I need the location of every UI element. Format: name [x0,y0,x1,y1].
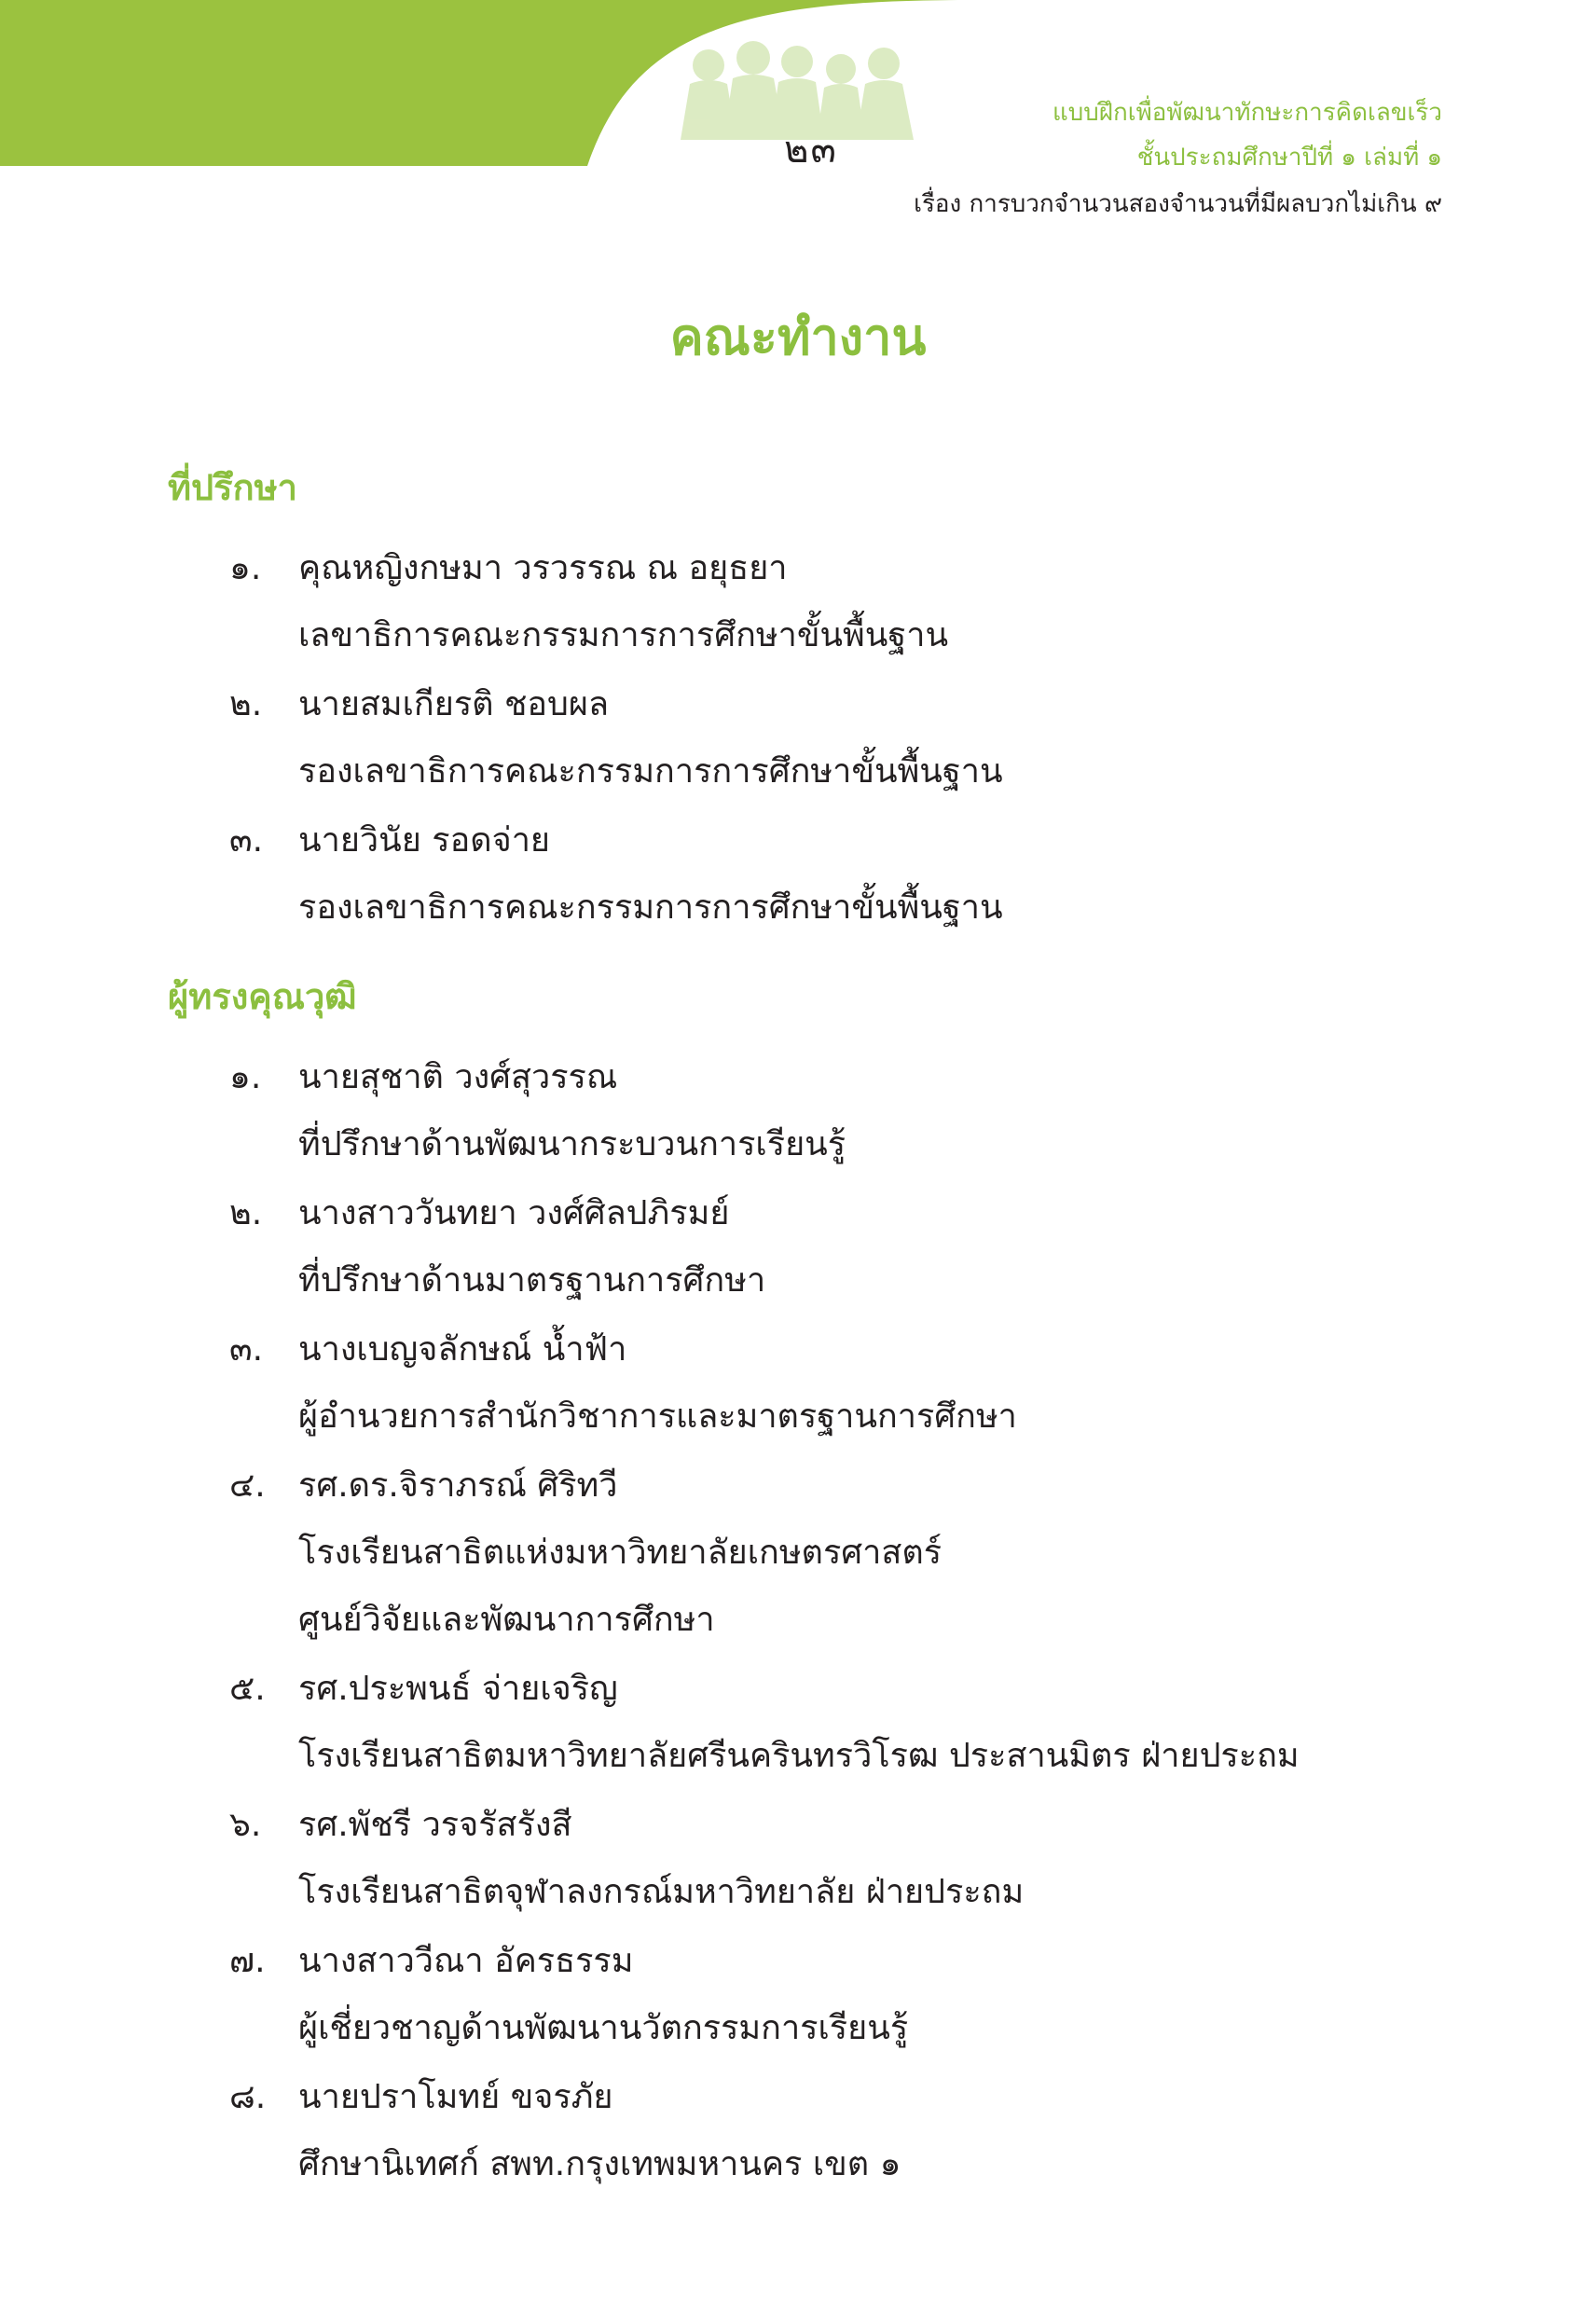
member-position: ที่ปรึกษาด้านพัฒนากระบวนการเรียนรู้ [298,1125,846,1163]
item-number: ๕. [229,1670,266,1708]
item-number: ๘. [229,2078,267,2116]
page-number: ๒๓ [784,129,838,172]
member-position: รองเลขาธิการคณะกรรมการการศึกษาขั้นพื้นฐาน [298,752,1003,791]
member-position: เลขาธิการคณะกรรมการการศึกษาขั้นพื้นฐาน [298,616,949,654]
book-title: แบบฝึกเพื่อพัฒนาทักษะการคิดเลขเร็ว [1053,99,1442,127]
item-number: ๖. [229,1806,262,1844]
item-number: ๗. [229,1942,266,1980]
item-number: ๓. [229,821,264,860]
member-position: รองเลขาธิการคณะกรรมการการศึกษาขั้นพื้นฐาน [298,888,1003,927]
book-level: ชั้นประถมศึกษาปีที่ ๑ เล่มที่ ๑ [1136,144,1442,172]
member-name: นายสมเกียรติ ชอบผล [298,685,610,723]
member-name: นางเบญจลักษณ์ น้ำฟ้า [298,1330,627,1369]
item-number: ๔. [229,1466,266,1505]
section-heading-advisors: ที่ปรึกษา [168,467,297,508]
member-position: โรงเรียนสาธิตมหาวิทยาลัยศรีนครินทรวิโรฒ ประสานมิตร ฝ่ายประถม [298,1737,1300,1775]
member-position: ศูนย์วิจัยและพัฒนาการศึกษา [298,1601,715,1639]
member-name: นางสาววีณา อัครธรรม [298,1942,634,1980]
member-position: โรงเรียนสาธิตจุฬาลงกรณ์มหาวิทยาลัย ฝ่ายประถม [298,1873,1025,1911]
item-number: ๒. [229,685,263,723]
member-position: ศึกษานิเทศก์ สพท.กรุงเทพมหานคร เขต ๑ [298,2145,901,2183]
member-position: ที่ปรึกษาด้านมาตรฐานการศึกษา [298,1261,766,1300]
member-position: ผู้เชี่ยวชาญด้านพัฒนานวัตกรรมการเรียนรู้ [298,2009,909,2047]
item-number: ๓. [229,1330,264,1369]
section-heading-experts: ผู้ทรงคุณวุฒิ [168,976,357,1017]
member-name: รศ.ประพนธ์ จ่ายเจริญ [298,1670,618,1708]
member-name: นายวินัย รอดจ่าย [298,821,551,860]
member-name: รศ.พัชรี วรจรัสรังสี [298,1806,572,1844]
member-position: ผู้อำนวยการสำนักวิชาการและมาตรฐานการศึกษา [298,1397,1017,1436]
item-number: ๒. [229,1194,263,1232]
member-position: โรงเรียนสาธิตแห่งมหาวิทยาลัยเกษตรศาสตร์ [298,1534,942,1572]
member-name: นายสุชาติ วงศ์สุวรรณ [298,1058,618,1096]
member-name: นางสาววันทยา วงศ์ศิลปภิรมย์ [298,1194,730,1232]
book-topic: เรื่อง การบวกจำนวนสองจำนวนที่มีผลบวกไม่เกิน ๙ [914,190,1442,218]
member-name: คุณหญิงกษมา วรวรรณ ณ อยุธยา [298,549,788,587]
member-name: นายปราโมทย์ ขจรภัย [298,2078,613,2116]
page-title: คณะทำงาน [669,308,927,366]
item-number: ๑. [229,549,262,587]
item-number: ๑. [229,1058,262,1096]
member-name: รศ.ดร.จิราภรณ์ ศิริทวี [298,1466,618,1505]
